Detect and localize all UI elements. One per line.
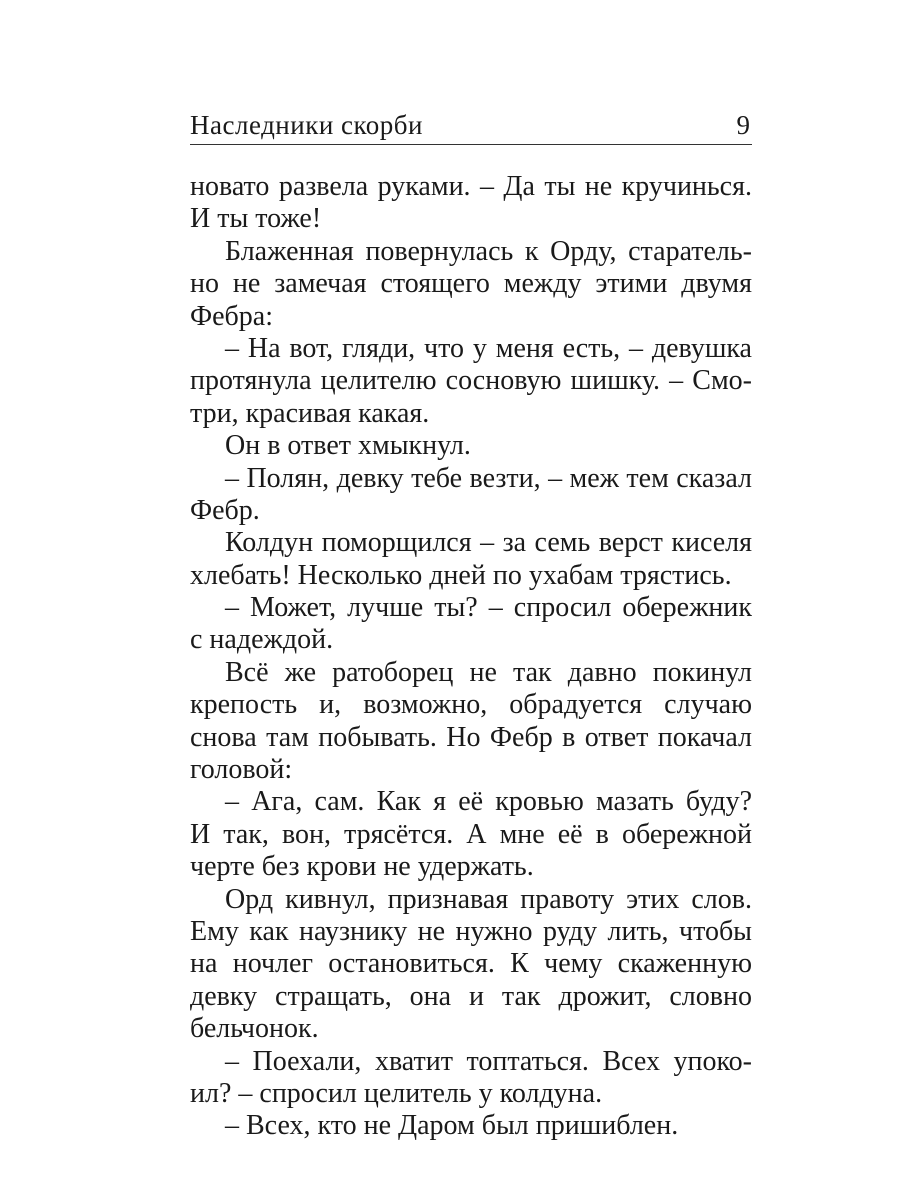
text-line: – Полян, девку тебе везти, – меж тем сказал <box>225 462 752 494</box>
running-title: Наследники скорби <box>190 110 423 140</box>
running-header <box>190 110 752 145</box>
text-line: – Может, лучше ты? – спросил обережник <box>225 592 752 624</box>
text-line: крепость и, возможно, обрадуется случаю <box>190 689 752 721</box>
text-line: черте без крови не удержать. <box>190 851 534 883</box>
text-line: Орд кивнул, признавая правоту этих слов. <box>225 883 752 915</box>
text-line: ил? – спросил целитель у колдуна. <box>190 1077 603 1109</box>
text-line: Ему как наузнику не нужно руду лить, чтобы <box>190 915 752 947</box>
text-line: – Всех, кто не Даром был пришиблен. <box>225 1110 679 1142</box>
text-line: на ночлег остановиться. К чему скаженную <box>190 948 752 980</box>
text-line: Колдун поморщился – за семь верст киселя <box>225 527 752 559</box>
text-line: Всё же ратоборец не так давно покинул <box>225 656 752 688</box>
text-line: три, красивая какая. <box>190 397 430 429</box>
text-line: девку стращать, она и так дрожит, словно <box>190 980 752 1012</box>
text-line: протянула целителю сосновую шишку. – Смо- <box>190 365 752 397</box>
text-line: но не замечая стоящего между этими двумя <box>190 268 752 300</box>
page-number: 9 <box>736 110 750 140</box>
text-line: бельчонок. <box>190 1013 319 1045</box>
text-line: снова там побывать. Но Фебр в ответ покачал <box>190 721 752 753</box>
text-line: И ты тоже! <box>190 203 322 235</box>
text-line: Он в ответ хмыкнул. <box>225 430 471 462</box>
text-line: Блаженная повернулась к Орду, старатель- <box>225 235 752 267</box>
text-line: хлебать! Несколько дней по ухабам трястись. <box>190 559 732 591</box>
text-line: И так, вон, трясётся. А мне её в обережной <box>190 818 752 850</box>
text-line: Фебра: <box>190 300 274 332</box>
text-line: – Поехали, хватит топтаться. Всех упоко- <box>225 1045 752 1077</box>
body-text <box>190 171 752 1143</box>
text-line: Фебр. <box>190 494 260 526</box>
text-line: головой: <box>190 754 293 786</box>
text-line: – Ага, сам. Как я её кровью мазать буду? <box>225 786 752 818</box>
text-line: с надеждой. <box>190 624 334 656</box>
text-line: – На вот, гляди, что у меня есть, – девушка <box>225 332 752 364</box>
text-line: новато развела руками. – Да ты не кручинься. <box>190 171 752 202</box>
